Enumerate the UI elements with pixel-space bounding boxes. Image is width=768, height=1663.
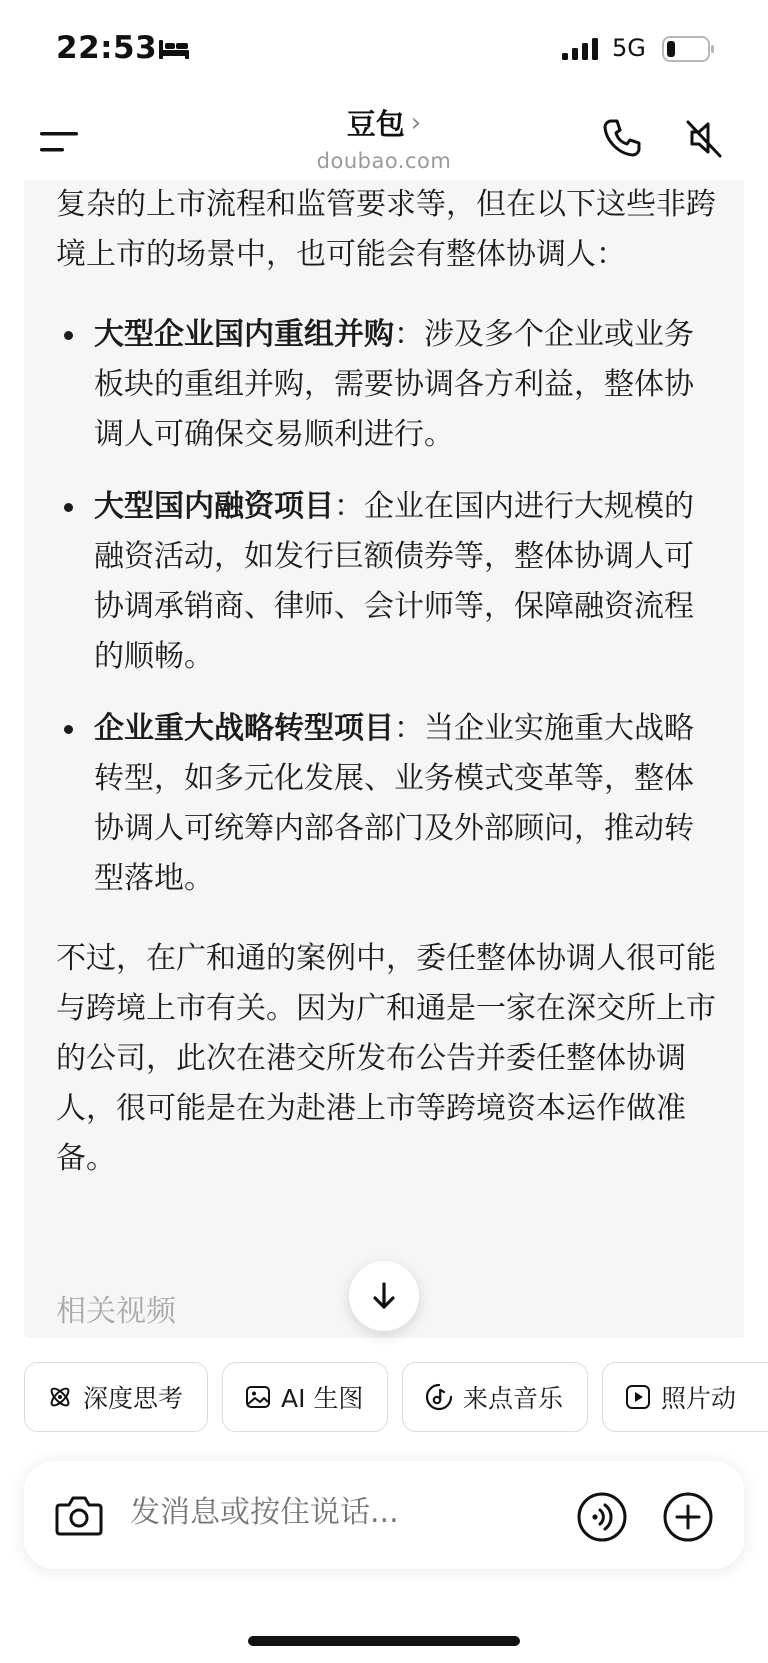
plus-icon[interactable] [662,1491,714,1543]
sleep-focus-icon [158,38,190,60]
assistant-message [24,180,744,1338]
list-item [56,704,716,904]
bullet-title: 大型国内融资项目 [94,489,334,524]
cellular-signal-icon [562,38,598,60]
image-icon [245,1384,271,1410]
bullet-separator: ： [394,317,424,352]
related-videos-label: 相关视频 [56,1294,176,1329]
bullet-title: 企业重大战略转型项目 [94,711,394,746]
quick-action-chips [24,1362,768,1436]
chip-label: 照片动 [661,1384,737,1413]
play-icon [625,1384,651,1410]
chip-label: 来点音乐 [463,1384,564,1413]
page-subtitle: doubao.com [316,149,452,173]
chat-title-area[interactable] [0,100,768,173]
scroll-to-bottom-button[interactable] [349,1261,419,1331]
chip-music[interactable] [402,1362,588,1432]
network-type: 5G [612,34,646,62]
chip-photo-animate[interactable] [602,1362,768,1432]
arrow-down-icon [369,1281,399,1311]
voice-input-icon[interactable] [576,1491,628,1543]
chat-header [0,100,768,180]
message-content [56,180,716,1184]
message-input[interactable] [130,1495,530,1530]
bullet-title: 大型企业国内重组并购 [94,317,394,352]
chip-ai-image[interactable] [222,1362,388,1432]
atom-icon [47,1384,73,1410]
list-item [56,482,716,682]
bullet-text: 涉及多个企业或业务板块的重组并购，需要协调各方利益，整体协调人可确保交易顺利进行。 [94,317,694,452]
list-item [56,310,716,460]
camera-icon[interactable] [54,1491,104,1539]
speaker-muted-icon[interactable] [680,114,728,162]
phone-call-icon[interactable] [598,114,646,162]
battery-icon [662,36,716,62]
message-input-bar [24,1461,744,1569]
message-conclusion: 不过，在广和通的案例中，委任整体协调人很可能与跨境上市有关。因为广和通是一家在深交所上市的公司，此次在港交所发布公告并委任整体协调人，很可能是在为赴港上市等跨境资本运作做准备。 [56,941,716,1176]
bullet-separator: ： [394,711,424,746]
music-icon [425,1383,453,1411]
bullet-text: 企业在国内进行大规模的融资活动，如发行巨额债券等，整体协调人可协调承销商、律师、会计师等，保障融资流程的顺畅。 [94,489,694,674]
message-bullet-list [56,310,716,904]
chip-label: AI 生图 [281,1384,364,1413]
page-title: 豆包 [346,107,405,141]
chip-deep-thinking[interactable] [24,1362,208,1432]
chevron-right-icon: › [410,107,422,138]
home-indicator[interactable] [248,1636,520,1646]
status-time: 22:53 [56,30,158,66]
message-intro: 复杂的上市流程和监管要求等，但在以下这些非跨境上市的场景中，也可能会有整体协调人： [56,187,716,272]
bullet-separator: ： [334,489,364,524]
bullet-text: 当企业实施重大战略转型，如多元化发展、业务模式变革等，整体协调人可统筹内部各部门及外部顾问，推动转型落地。 [94,711,694,896]
status-bar [0,0,768,100]
chip-label: 深度思考 [83,1384,184,1413]
